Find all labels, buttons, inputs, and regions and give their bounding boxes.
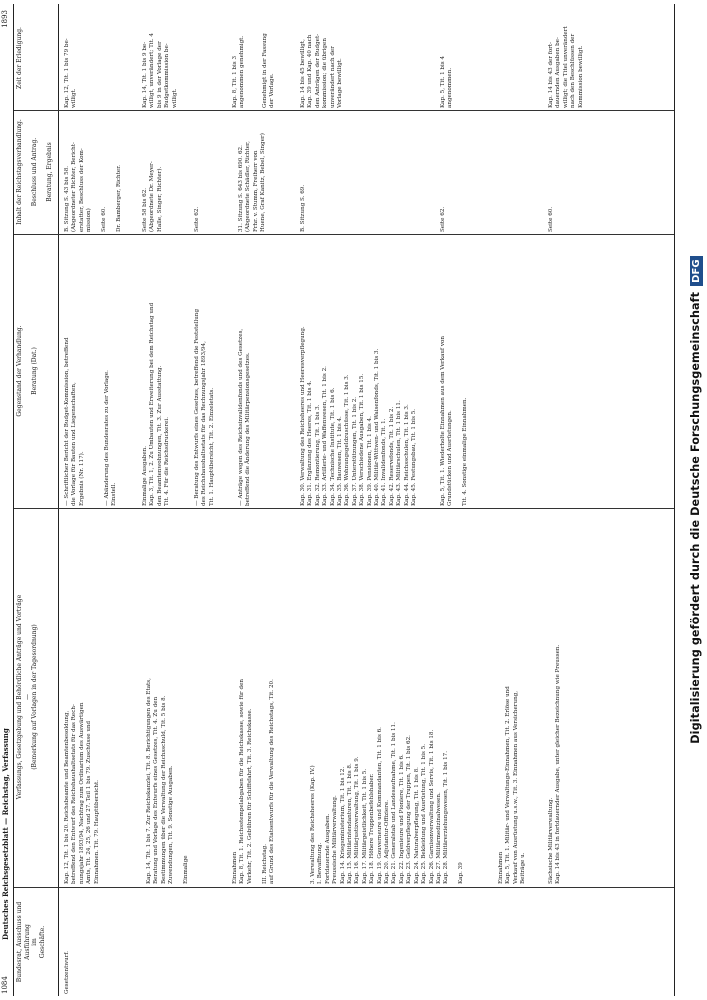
col3-entry-5: — Anträge wegen des Reichsinvalidenfonds und des Gesetzes, betreffend die Änderung des Militärpensionsgesetzes. xyxy=(238,328,252,506)
column-rule-3 xyxy=(14,234,674,235)
column-rule-1 xyxy=(14,887,674,888)
col5-entry-2: Kap. 14, Tit. 1 bis 9 be- willigt, unverändert; Tit. 4 bis 9 in der Vorlage der Budgetkommission be- willigt. xyxy=(142,33,178,108)
col4-entry-7: Seite 60. xyxy=(548,206,554,232)
col5-entry-1: Kap. 12, Tit. 1 bis 79 be- willigt. xyxy=(64,38,78,108)
page-number-right: 1893 xyxy=(1,10,9,28)
col5-entry-4: Genehmigt in der Fassung der Vorlage. xyxy=(262,33,276,108)
head-rule xyxy=(13,4,14,996)
col3-entry-7: Kap. 5, Tit. 1. Wiederholte Einnahmen aus dem Verkauf von Grundstücken und Ausrüstungen. Tit. 4. Sonstige einmalige Einnahmen. xyxy=(440,335,469,506)
col4-entry-3: Seite 62. xyxy=(194,206,200,232)
column-header-1: Bundesrat, Ausschuss und Ausführung im Geschäfte. xyxy=(16,901,46,983)
col2-entry-2: Kap. 14, Tit. 1 bis 7. Zur Reichskanzlei, Tit. 8. Berichtigungen des Etats, Beratung und Vorlage des Entwurfs eines Gesetzes, Tit. 4. Zu den Bestimmungen über die Verwaltung der Reichsschuld, Tit. 5 bis 8. Zuwendungen, Tit. 9. Sonstige Ausgaben. Einmalige xyxy=(146,678,190,884)
col4-entry-4: 31. Sitzung S. 643 bis 690. 62. (Abgeordnete Schädler, Richter, Frhr. v. Stumm, Freiherr von Huene, Graf Kanitz, Bebel, Singer) xyxy=(238,133,267,232)
page-number-left: 1084 xyxy=(1,976,9,994)
dfg-sponsor-band xyxy=(685,0,707,1000)
col2-entry-1: Kap. 12, Tit. 1 bis 20. Reichsbeamte und Beamtenbesoldung, betreffend den Entwurf des Reichshaushaltsetats für das Rech- nungsjahr 1893/94, Nachtrag zum Ordinarium des Auswärtigen Amts, Tit. 24, 25, 26 und 27. Teil 1 bis 79. Zuschüsse und Einnahmen. Tit. 79. Hauptübersicht. xyxy=(64,702,100,884)
column-rule-2 xyxy=(14,508,674,509)
col2-entry-5: Einnahmen Kap. 5, Tit. 1. Militär- und Verwaltungs-Einnahmen, Tit. 2. Erlöse und Verkauf von Ausrüstung u.s.w., Tit. 3. Einnahmen aus Versicherung, Beiträge u. xyxy=(498,686,527,884)
col2-entry-3: Einnahmen Kap. 8, Tit. 1. Reichsstempelabgaben für die Reichskasse, sowie für den Verkehr, Tit. 2. Gebühren für Schiffsfahrt, Tit. 3. Reichskasse. III. Reichstag. auf Grund des Etatsentwurfs für die Verwaltung des Reichstags, Tit. 20. xyxy=(232,679,276,884)
col3-entry-3: Einmalige Ausgaben. Kap. 3, Tit. 1, 2. Zu Umbauten und Erweiterung bei dem Reichstag und den Beamtenwohnungen, Tit. 3. Zur Ausstattung. Tit. 4. Für die Reichsdruckerei. xyxy=(142,302,171,506)
col2-entry-6: Sächsische Militärverwaltung. Kap. 14 bis 43 in fortdauernder Ausgabe, unter gleicher Bezeichnung wie Preussen. xyxy=(548,644,562,884)
col3-entry-1: — Schriftlicher Bericht der Budget-Kommission, betreffend die Vorlage für Bauten und Liegenschaften, Ergebnis (Nr. 117). xyxy=(64,337,85,506)
row-label: Gesetzentwurf. xyxy=(64,950,70,994)
column-header-3: Gegenstand der Verhandlung. Beratung (Dat.) xyxy=(16,325,39,417)
column-header-2: Verfassungs, Gesetzgebung und Behördliche Anträge und Vorträge — (Bemerkung auf Vorlagen in der Tagesordnung) xyxy=(16,594,39,800)
dfg-logo-badge: DFG xyxy=(690,256,703,286)
col5-entry-7: Kap. 14 bis 43 der fort- dauernden Ausgaben be- willigt; die Titel unverändert nach den Beschlüssen der Kommission bewilligt. xyxy=(548,26,584,108)
column-header-4: Inhalt der Reichstagsverhandlung. Beschluss und Antrag. Beratung, Ergebnis xyxy=(16,119,54,225)
col5-entry-3: Kap. 8, Tit. 1 bis 3 angenommen genehmigt. xyxy=(232,35,246,108)
col3-entry-2: — Abänderung des Bundesrates zu der Vorlage. Einstell. xyxy=(104,370,118,506)
col5-entry-5: Kap. 14 bis 45 bewilligt, Kap. 39 und Kap. 40 nach den Anträgen der Budget- kommission; die übrigen unverändert nach der Vorlage bewilligt. xyxy=(300,33,344,108)
header-rule xyxy=(58,4,59,996)
col3-entry-6: Kap. 30. Verwaltung des Reichsheeres und Heeresverpflegung. Kap. 31. Ergänzung des Heeres, Tit. 1 bis 4. Kap. 32. Remontierung, Tit. 1 bis 3. Kap. 33. Artillerie- und Waffenwesen, Tit. 1 bis 2. Kap. 34. Technische Institute, Tit. 1 bis 6. Kap. 35. Bauwesen, Tit. 1 bis 4. Kap. 36. Wohnungsgeldzuschüsse, Tit. 1 bis 3. Kap. 37. Unterstützungen, Tit. 1 bis 2. Kap. 38. Verschiedene Ausgaben, Tit. 1 bis 15. Kap. 39. Pensionen, Tit. 1 bis 4. Kap. 40. Militär-Wittwen- und Waisenfonds, Tit. 1 bis 3. Kap. 41. Invalidenfonds, Tit. 1. Kap. 42. Reservefonds, Tit. 1 bis 2. Kap. 43. Militärschulen, Tit. 1 bis 11. Kap. 44. Reichsschulen, Tit. 1 bis 3. Kap. 45. Festungsbau, Tit. 1 bis 5. xyxy=(300,326,418,506)
running-title: Deutsches Reichsgesetzblatt — Reichstag, Verfassung xyxy=(1,728,10,940)
col3-entry-4: — Beratung des Entwurfs eines Gesetzes, betreffend die Feststellung des Reichshaushaltsetats für das Rechnungsjahr 1893/94, Tit. 1. Hauptübersicht, Tit. 2. Einzeletats. xyxy=(194,308,215,506)
column-rule-4 xyxy=(14,110,674,111)
col4-entry-2: Seite 58 bis 62. (Abgeordnete Dr. Meyer- Halle, Singer, Richter). xyxy=(142,161,163,232)
column-header-5: Zeit der Erledigung. xyxy=(16,27,23,89)
col4-entry-6: Seite 62. xyxy=(440,206,446,232)
col4-entry-5: B. Sitzung S. 69. xyxy=(300,184,306,232)
foot-rule xyxy=(674,4,675,996)
dfg-notice xyxy=(685,0,707,1000)
col4-entry-1: B. Sitzung S. 43 bis 58. (Abgeordneter Richter, Bericht- erstatter, Beschluss der Kom- mission) Seite 60. Dr. Bamberger, Richter. xyxy=(64,142,122,232)
dfg-notice-text: Digitalisierung gefördert durch die Deutsche Forschungsgemeinschaft xyxy=(689,291,702,744)
col5-entry-6: Kap. 5, Tit. 1 bis 4 angenommen. xyxy=(440,55,454,108)
col2-entry-4: 3. Verwaltung des Reichsheeres (Kap. IV.) I. Bewaffnung. Fortdauernde Ausgaben. Preussische Militärverwaltung. Kap. 14. Kriegsministerium, Tit. 1 bis 12. Kap. 15. Militärintendanturen, Tit. 1 bis 8. Kap. 16. Militärjustizverwaltung, Tit. 1 bis 9. Kap. 17. Militärgeistlichkeit, Tit. 1 bis 5. Kap. 18. Höhere Truppenbefehlshaber. Kap. 19. Gouverneure und Kommandanten, Tit. 1 bis 6. Kap. 20. Adjutantur-Offiziere. Kap. 21. Generalstab und Landesaufnahme, Tit. 1 bis 11. Kap. 22. Ingenieure und Pioniere, Tit. 1 bis 6. Kap. 23. Geldverpflegung der Truppen, Tit. 1 bis 62. Kap. 24. Naturalverpflegung, Tit. 1 bis 8. Kap. 25. Bekleidung und Ausrüstung, Tit. 1 bis 5. Kap. 26. Garnisonverwaltung und Servis, Tit. 1 bis 18. Kap. 27. Militärmedizinalwesen. Kap. 28. Militärerziehungswesen, Tit. 1 bis 17. Kap. 39 xyxy=(310,722,465,884)
